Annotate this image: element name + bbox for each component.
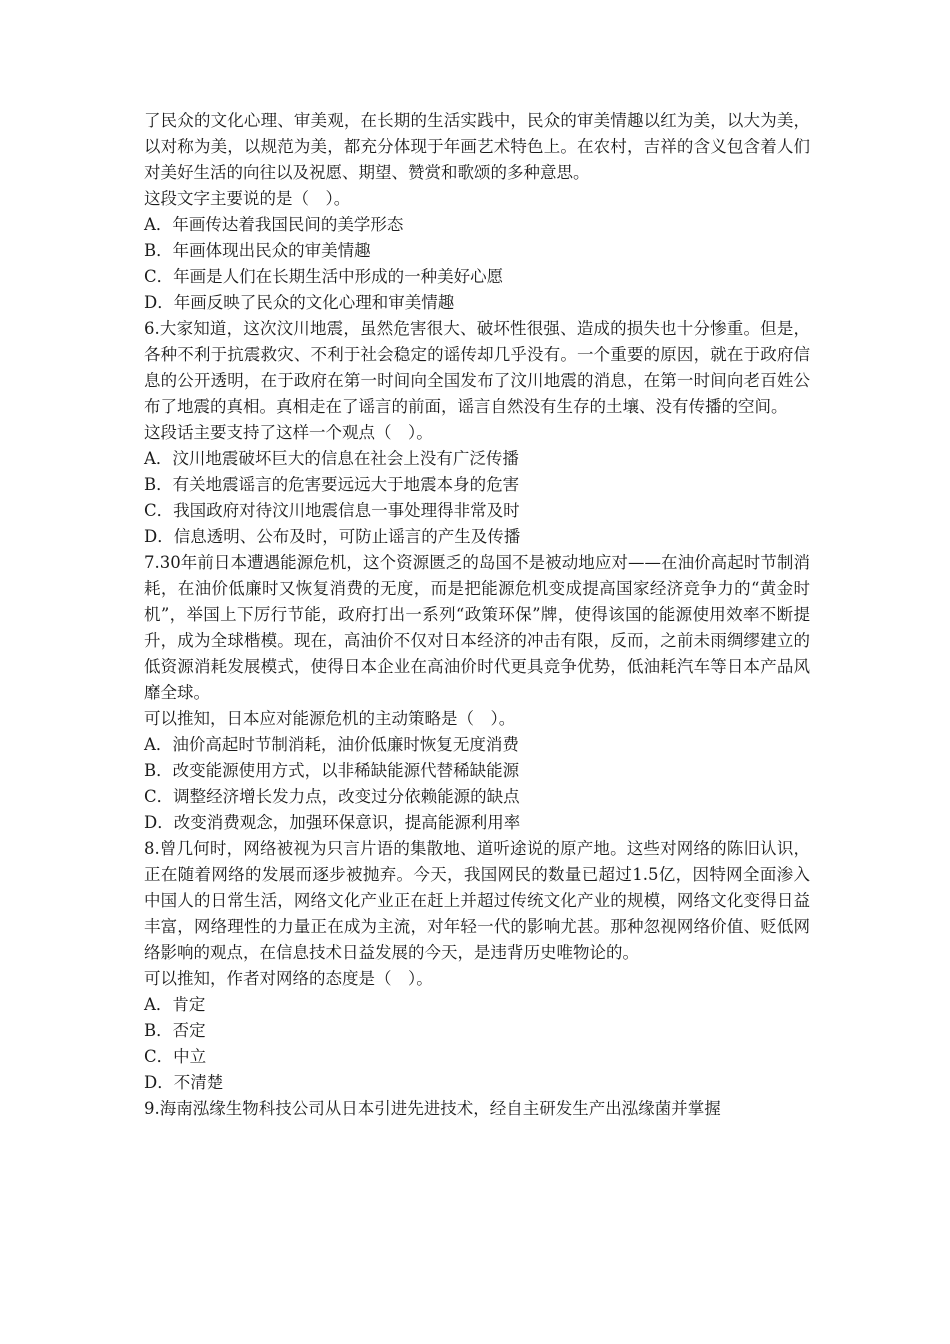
question-7-option-a: A．油价高起时节制消耗，油价低廉时恢复无度消费 (144, 735, 519, 754)
option-a: A．年画传达着我国民间的美学形态 (144, 215, 404, 234)
option-c: C．年画是人们在长期生活中形成的一种美好心愿 (144, 267, 504, 286)
question-7-option-b: B．改变能源使用方式，以非稀缺能源代替稀缺能源 (144, 761, 520, 780)
question-6-passage: 6.大家知道，这次汶川地震，虽然危害很大、破坏性很强、造成的损失也十分惨重。但是，各种不利于抗震救灾、不利于社会稳定的谣传却几乎没有。一个重要的原因，就在于政府信息的公开透明，在于政府在第一时间向全国发布了汶川地震的消息，在第一时间向老百姓公布了地震的真相。真相走在了谣言的前面，谣言自然没有生存的土壤、没有传播的空间。 (144, 319, 810, 416)
passage-continuation: 了民众的文化心理、审美观，在长期的生活实践中，民众的审美情趣以红为美，以大为美，以对称为美，以规范为美，都充分体现于年画艺术特色上。在农村，吉祥的含义包含着人们对美好生活的向往以及祝愿、期望、赞赏和歌颂的多种意思。 (144, 111, 810, 182)
question-7-option-c: C．调整经济增长发力点，改变过分依赖能源的缺点 (144, 787, 520, 806)
question-8-option-a: A．肯定 (144, 995, 206, 1014)
question-8-option-c: C．中立 (144, 1047, 207, 1066)
question-8-option-b: B．否定 (144, 1021, 206, 1040)
question-6-option-c: C．我国政府对待汶川地震信息一事处理得非常及时 (144, 501, 520, 520)
question-prompt: 这段文字主要说的是（ ）。 (144, 189, 351, 208)
question-7-option-d: D．改变消费观念，加强环保意识，提高能源利用率 (144, 813, 521, 832)
question-8-prompt: 可以推知，作者对网络的态度是（ ）。 (144, 969, 433, 988)
question-7-prompt: 可以推知，日本应对能源危机的主动策略是（ ）。 (144, 709, 516, 728)
option-d: D．年画反映了民众的文化心理和审美情趣 (144, 293, 455, 312)
question-6-prompt: 这段话主要支持了这样一个观点（ ）。 (144, 423, 433, 442)
question-6-option-b: B．有关地震谣言的危害要远远大于地震本身的危害 (144, 475, 520, 494)
question-6-option-d: D．信息透明、公布及时，可防止谣言的产生及传播 (144, 527, 521, 546)
question-9-passage: 9.海南泓缘生物科技公司从日本引进先进技术，经自主研发生产出泓缘菌并掌握 (144, 1099, 721, 1118)
question-8-option-d: D．不清楚 (144, 1073, 224, 1092)
question-7-passage: 7.30年前日本遭遇能源危机，这个资源匮乏的岛国不是被动地应对——在油价高起时节制消耗，在油价低廉时又恢复消费的无度，而是把能源危机变成提高国家经济竞争力的“黄金时机”，举国上下厉行节能，政府打出一系列“政策环保”牌，使得该国的能源使用效率不断提升，成为全球楷模。现在，高油价不仅对日本经济的冲击有限，反而，之前未雨绸缪建立的低资源消耗发展模式，使得日本企业在高油价时代更具竞争优势，低油耗汽车等日本产品风靡全球。 (144, 553, 810, 702)
question-8-passage: 8.曾几何时，网络被视为只言片语的集散地、道听途说的原产地。这些对网络的陈旧认识，正在随着网络的发展而逐步被抛弃。今天，我国网民的数量已超过1.5亿，因特网全面渗入中国人的日常生活，网络文化产业正在赶上并超过传统文化产业的规模，网络文化变得日益丰富，网络理性的力量正在成为主流，对年轻一代的影响尤甚。那种忽视网络价值、贬低网络影响的观点，在信息技术日益发展的今天，是违背历史唯物论的。 (144, 839, 810, 962)
question-6-option-a: A．汶川地震破坏巨大的信息在社会上没有广泛传播 (144, 449, 519, 468)
option-b: B．年画体现出民众的审美情趣 (144, 241, 371, 260)
document-page (144, 108, 810, 1122)
